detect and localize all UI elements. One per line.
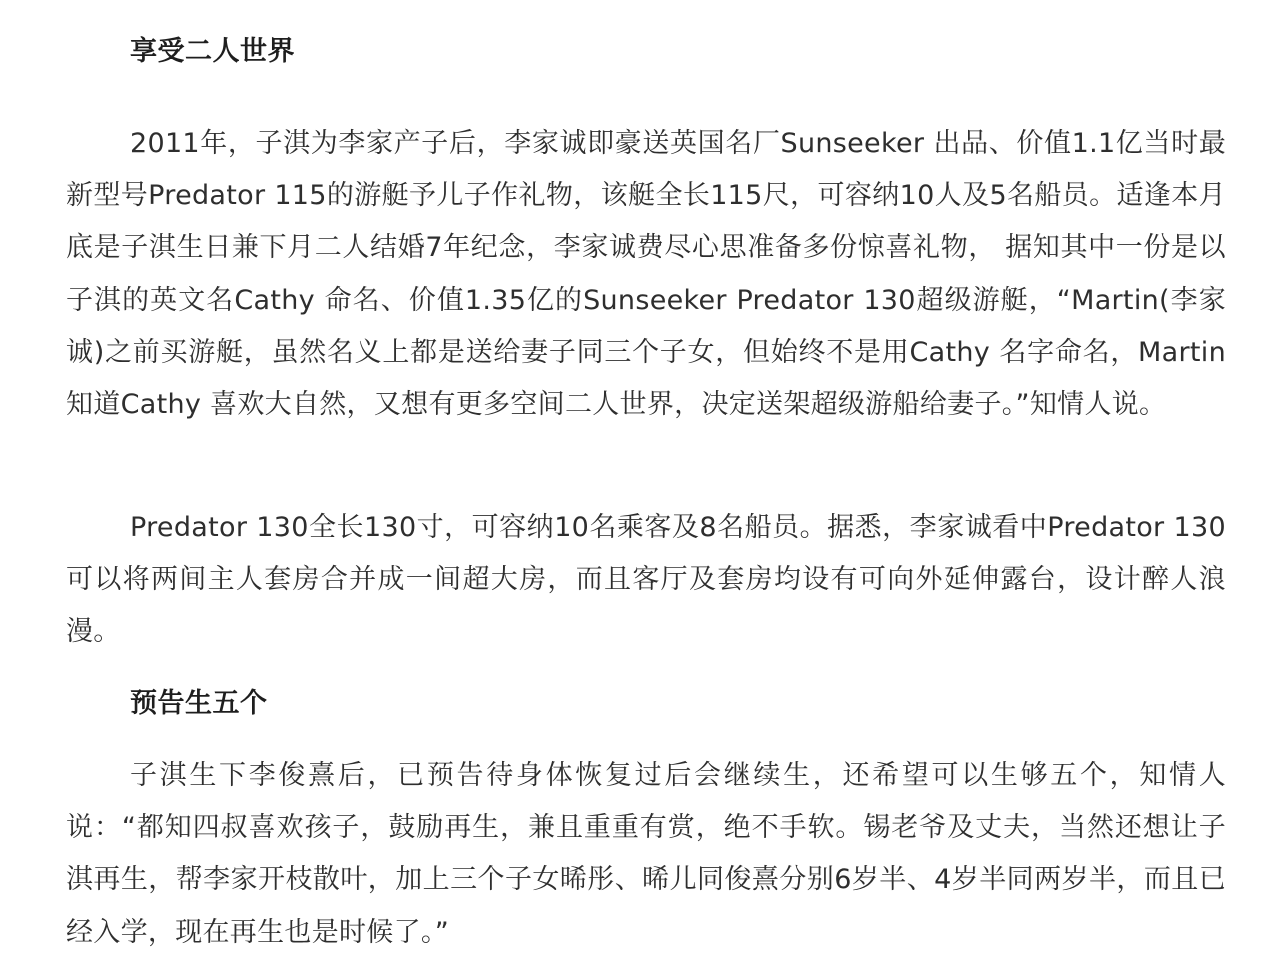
paragraph-yacht-gift: 2011年，子淇为李家产子后，李家诚即豪送英国名厂Sunseeker 出品、价值1.1亿当时最新型号Predator 115的游艇予儿子作礼物，该艇全长115尺，可容纳10人及5名船员。适逢本月底是子淇生日兼下月二人结婚7年纪念，李家诚费尽心思准备多份惊喜礼物， 据知其中一份是以子淇的英文名Cathy 命名、价值1.35亿的Sunseeker Predator 130超级游艇，“Martin(李家诚)之前买游艇，虽然名义上都是送给妻子同三个子女，但始终不是用Cathy 名字命名，Martin 知道Cathy 喜欢大自然，又想有更多空间二人世界，决定送架超级游船给妻子。”知情人说。 (66, 128, 1226, 421)
paragraph-predator-130: Predator 130全长130寸，可容纳10名乘客及8名船员。据悉，李家诚看中Predator 130可以将两间主人套房合并成一间超大房，而且客厅及套房均设有可向外延伸露台，设计醉人浪漫。 (66, 512, 1226, 648)
section-heading-five-children: 预告生五个 (130, 688, 268, 719)
paragraph-more-children: 子淇生下李俊熹后，已预告待身体恢复过后会继续生，还希望可以生够五个，知情人说：“都知四叔喜欢孩子，鼓励再生，兼且重重有赏，绝不手软。锡老爷及丈夫，当然还想让子淇再生，帮李家开枝散叶，加上三个子女晞彤、晞儿同俊熹分别6岁半、4岁半同两岁半，而且已经入学，现在再生也是时候了。” (66, 760, 1226, 948)
section-heading-enjoy-couple-world: 享受二人世界 (130, 36, 295, 67)
